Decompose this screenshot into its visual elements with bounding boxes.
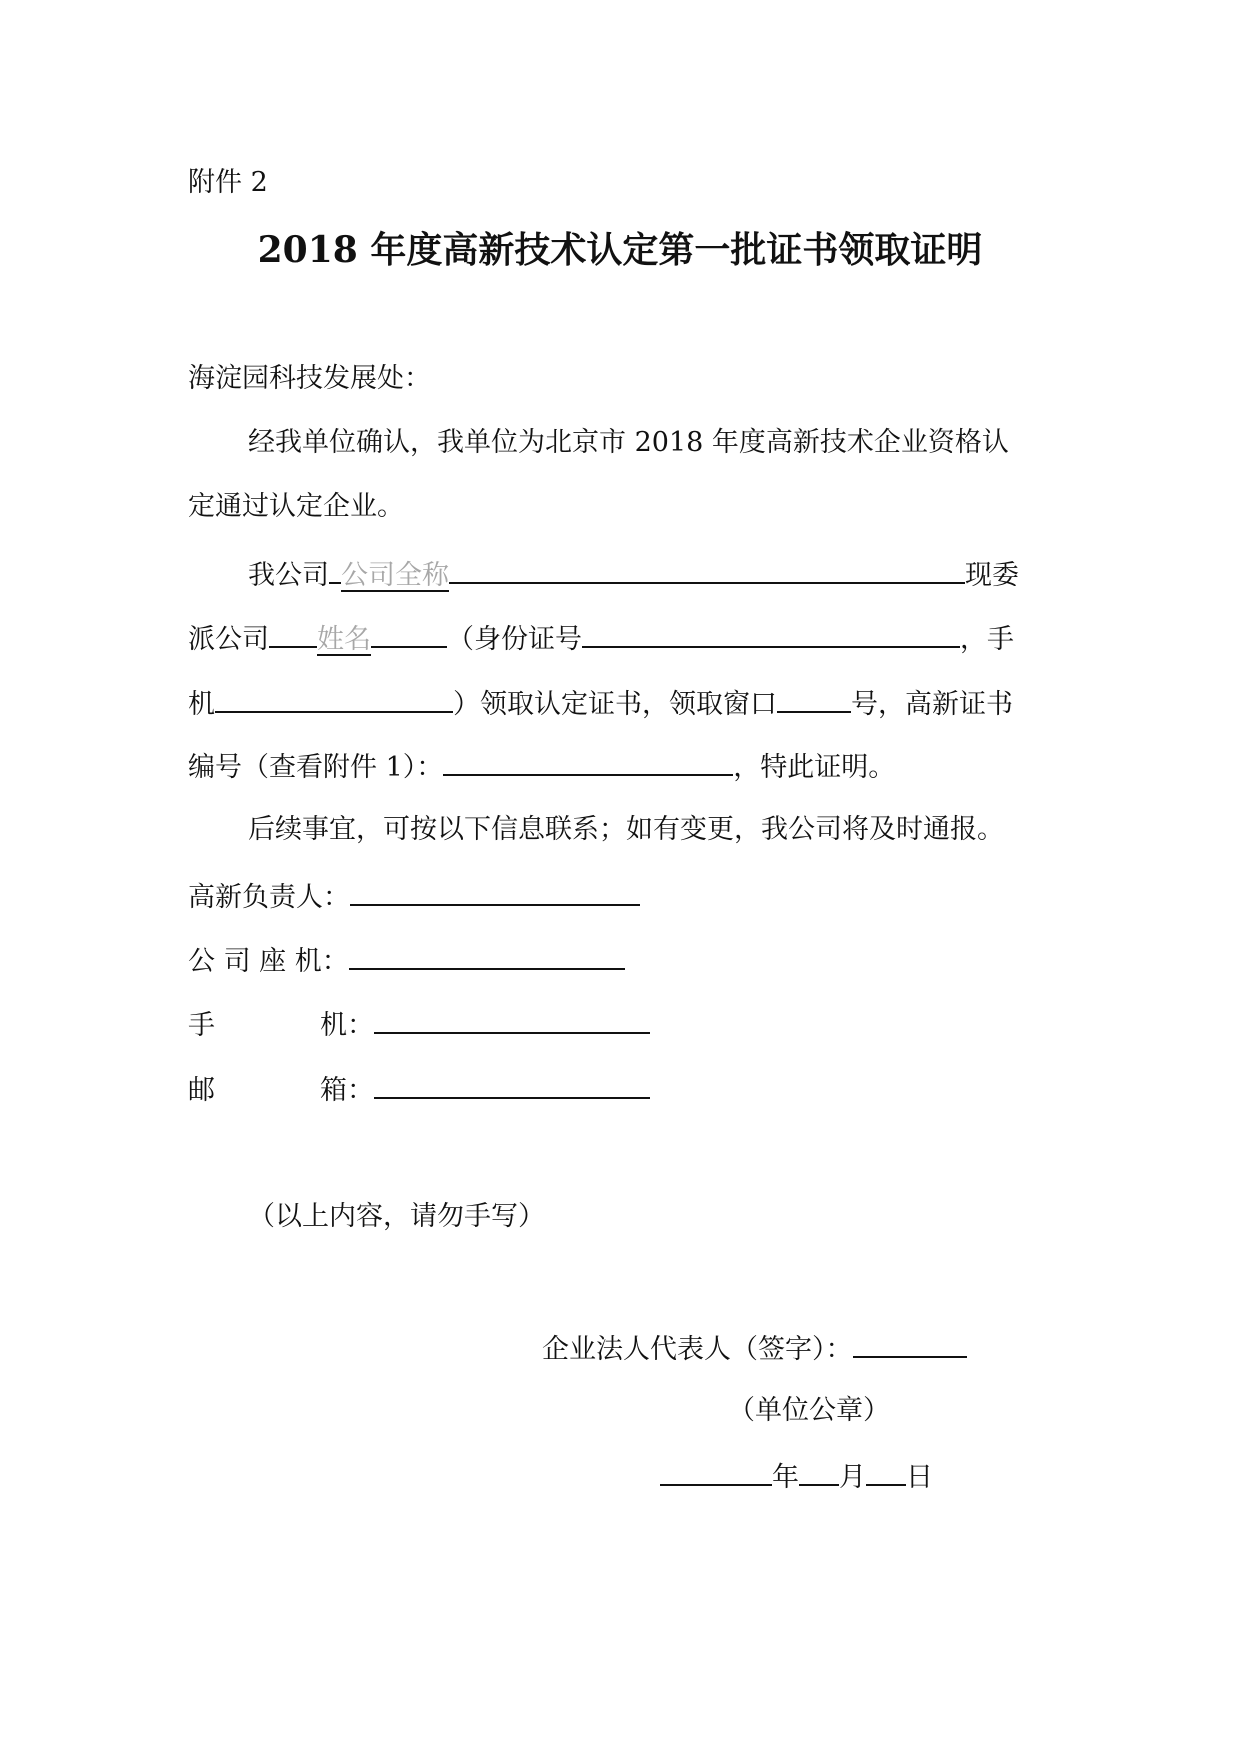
followup-paragraph: 后续事宜，可按以下信息联系；如有变更，我公司将及时通报。 xyxy=(248,814,1004,845)
delegate-prefix: 派公司 xyxy=(188,624,269,655)
phone-prefix: 机 xyxy=(188,689,215,720)
day-label: 日 xyxy=(906,1462,933,1493)
seal-label: （单位公章） xyxy=(728,1395,890,1426)
landline-label: 公 司 座 机： xyxy=(188,946,349,977)
mobile-label-b: 机： xyxy=(320,1010,374,1041)
company-name-blank[interactable] xyxy=(449,556,965,584)
id-number-blank[interactable] xyxy=(582,620,960,648)
email-label-b: 箱： xyxy=(320,1075,374,1106)
email-blank[interactable] xyxy=(374,1071,650,1099)
month-label: 月 xyxy=(839,1462,866,1493)
email-label-a: 邮 xyxy=(188,1075,215,1106)
certificate-suffix: ，特此证明。 xyxy=(733,752,896,783)
company-line xyxy=(248,556,1019,593)
handwriting-note: （以上内容，请勿手写） xyxy=(248,1201,545,1232)
year-blank[interactable] xyxy=(660,1458,772,1486)
legal-rep-label: 企业法人代表人（签字）： xyxy=(542,1334,853,1365)
company-prefix: 我公司 xyxy=(248,560,329,591)
date-row xyxy=(660,1458,933,1495)
phone-suffix: ）领取认定证书，领取窗口 xyxy=(453,689,777,720)
day-blank[interactable] xyxy=(866,1458,906,1486)
manager-blank[interactable] xyxy=(350,878,640,906)
id-label: （身份证号 xyxy=(447,624,582,655)
id-suffix: ，手 xyxy=(960,624,1014,655)
window-suffix: 号，高新证书 xyxy=(851,689,1013,720)
delegate-line xyxy=(188,620,1014,657)
manager-row xyxy=(188,878,640,915)
legal-rep-row xyxy=(542,1330,967,1367)
certificate-number-blank[interactable] xyxy=(443,748,733,776)
manager-label: 高新负责人： xyxy=(188,882,350,913)
window-number-blank[interactable] xyxy=(777,685,851,713)
year-label: 年 xyxy=(772,1462,799,1493)
company-name-hint[interactable]: 公司全称 xyxy=(341,560,449,591)
delegate-name-hint[interactable]: 姓名 xyxy=(317,624,371,655)
document-title: 2018 年度高新技术认定第一批证书领取证明 xyxy=(257,229,983,271)
email-row xyxy=(188,1071,650,1108)
certificate-prefix: 编号（查看附件 1）： xyxy=(188,752,444,783)
mobile-label-a: 手 xyxy=(188,1010,215,1041)
attachment-label: 附件 2 xyxy=(188,167,268,198)
month-blank[interactable] xyxy=(799,1458,839,1486)
mobile-blank[interactable] xyxy=(215,685,453,713)
paragraph-confirmation-line1: 经我单位确认，我单位为北京市 2018 年度高新技术企业资格认 xyxy=(248,427,1009,458)
delegate-name-blank[interactable] xyxy=(371,620,447,648)
landline-blank[interactable] xyxy=(349,942,625,970)
phone-window-line xyxy=(188,685,1013,722)
mobile-row xyxy=(188,1006,650,1043)
legal-rep-signature-blank[interactable] xyxy=(853,1330,967,1358)
certificate-line xyxy=(188,748,895,785)
landline-row xyxy=(188,942,625,979)
paragraph-confirmation-line2: 定通过认定企业。 xyxy=(188,491,404,522)
addressee: 海淀园科技发展处： xyxy=(188,363,431,394)
delegate-name-blank-lead[interactable] xyxy=(269,620,317,648)
contact-mobile-blank[interactable] xyxy=(374,1006,650,1034)
company-suffix: 现委 xyxy=(965,560,1019,591)
company-name-blank-lead[interactable] xyxy=(329,556,341,584)
